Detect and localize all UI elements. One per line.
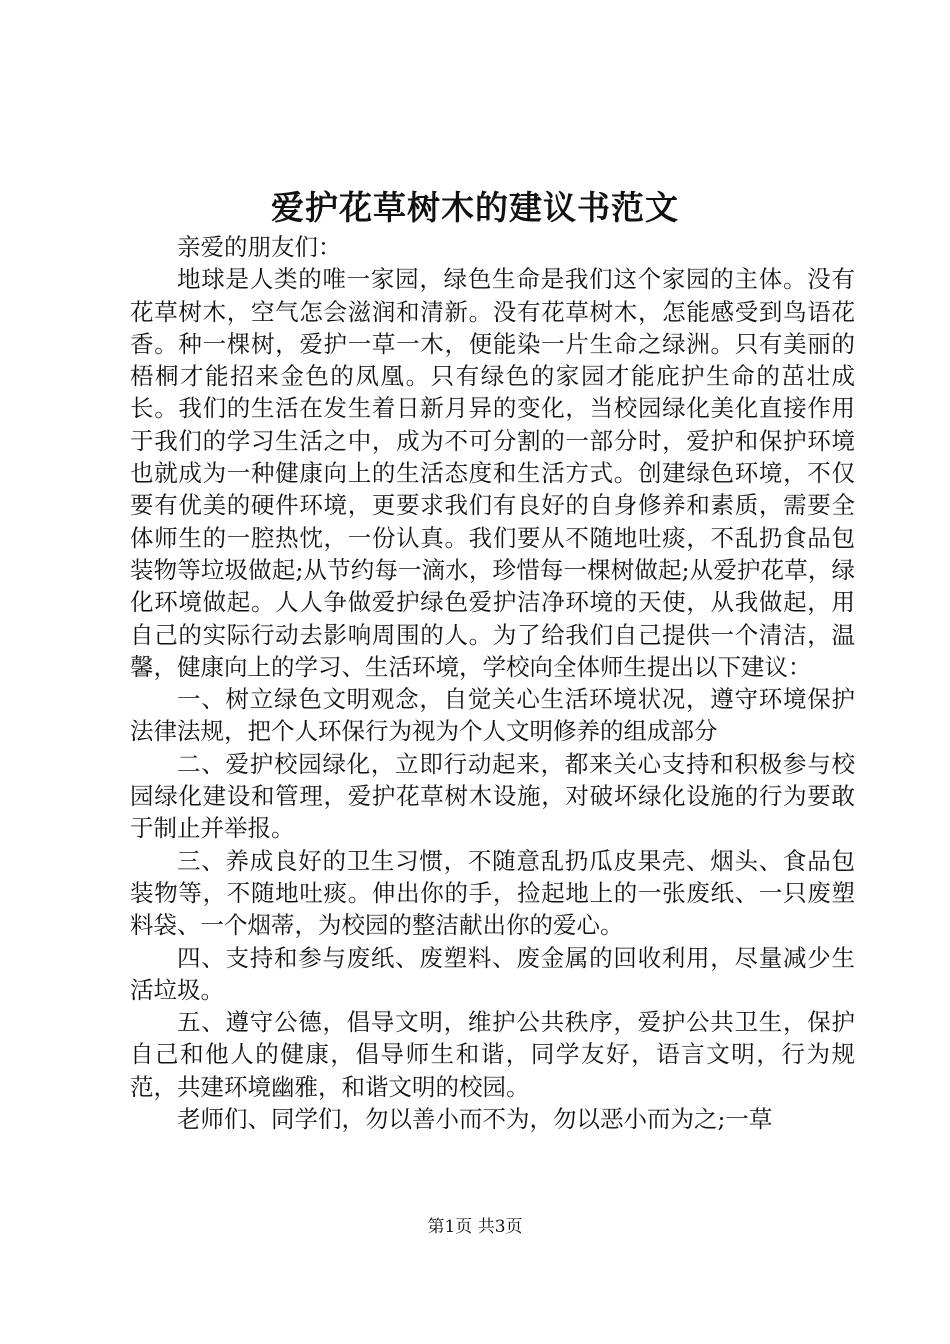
closing-paragraph: 老师们、同学们，勿以善小而不为，勿以恶小而为之;一草 [177,1105,773,1134]
suggestion-paragraph-5: 五、遵守公德，倡导文明，维护公共秩序，爱护公共卫生，保护自己和他人的健康，倡导师生和谐，同学友好，语言文明，行为规范，共建环境幽雅，和谐文明的校园。 [130,1008,855,1101]
suggestion-paragraph-4: 四、支持和参与废纸、废塑料、废金属的回收利用，尽量减少生活垃圾。 [130,943,855,1004]
salutation-paragraph: 亲爱的朋友们： [177,233,342,261]
document-body [130,231,855,1135]
suggestion-paragraph-3: 三、养成良好的卫生习惯，不随意乱扔瓜皮果壳、烟头、食品包装物等，不随地吐痰。伸出你的手，捡起地上的一张废纸、一只废塑料袋、一个烟蒂，为校园的整洁献出你的爱心。 [130,846,855,940]
page-footer: 第1页 共3页 [427,1217,523,1237]
intro-paragraph: 地球是人类的唯一家园，绿色生命是我们这个家园的主体。没有花草树木，空气怎会滋润和清新。没有花草树木，怎能感受到鸟语花香。种一棵树，爱护一草一木，便能染一片生命之绿洲。只有美丽的梧桐才能招来金色的凤凰。只有绿色的家园才能庇护生命的茁壮成长。我们的生活在发生着日新月异的变化，当校园绿化美化直接作用于我们的学习生活之中，成为不可分割的一部分时，爱护和保护环境也就成为一种健康向上的生活态度和生活方式。创建绿色环境，不仅要有优美的硬件环境，更要求我们有良好的自身修养和素质，需要全体师生的一腔热忱，一份认真。我们要从不随地吐痰，不乱扔食品包装物等垃圾做起;从节约每一滴水，珍惜每一棵树做起;从爱护花草，绿化环境做起。人人争做爱护绿色爱护洁净环境的天使，从我做起，用自己的实际行动去影响周围的人。为了给我们自己提供一个清洁，温馨，健康向上的学习、生活环境，学校向全体师生提出以下建议： [130,265,855,681]
suggestion-paragraph-2: 二、爱护校园绿化，立即行动起来，都来关心支持和积极参与校园绿化建设和管理，爱护花草树木设施，对破坏绿化设施的行为要敢于制止并举报。 [130,749,855,843]
suggestion-paragraph-1: 一、树立绿色文明观念，自觉关心生活环境状况，遵守环境保护法律法规，把个人环保行为视为个人文明修养的组成部分 [130,685,855,746]
document-title: 爱护花草树木的建议书范文 [271,188,679,227]
